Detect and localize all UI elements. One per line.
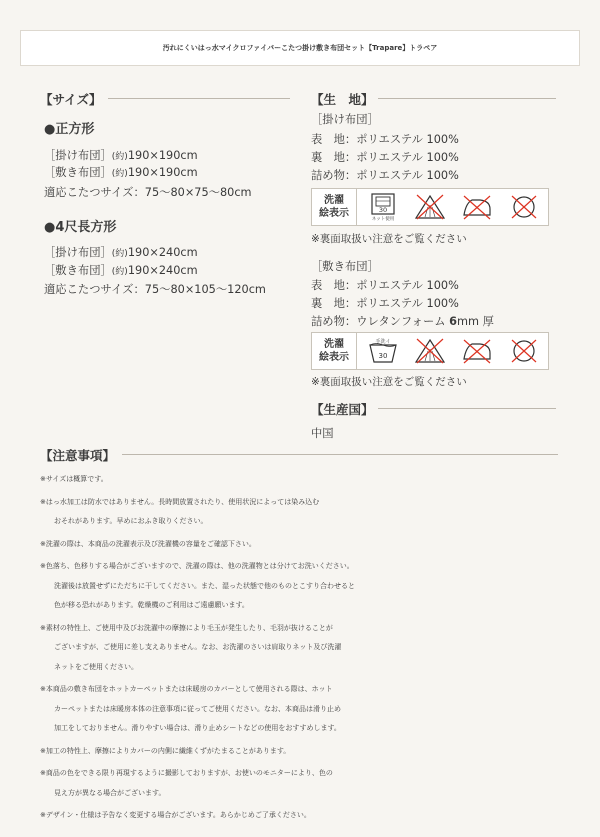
square-kake-line: ［掛け布団］(約)190×190cm — [44, 149, 198, 162]
rect-label: ●4尺長方形 — [44, 220, 117, 235]
note-item: ※デザイン・仕様は予告なく変更する場合がございます。あらかじめご了承ください。 — [40, 811, 311, 819]
rect-kake-line: ［掛け布団］(約)190×240cm — [44, 246, 198, 259]
origin-heading-rule — [378, 408, 556, 409]
no-bleach-icon — [413, 337, 447, 365]
kake-filling: 詰め物：ポリエステル 100% — [311, 169, 459, 182]
notes-heading: 【注意事項】 — [40, 448, 116, 463]
note-item: ※本商品の敷き布団をホットカーペットまたは床暖房のカバーとして使用される際は、ホット カーペットまたは床暖房本体の注意事項に従ってご使用ください。なお、本商品は滑り止め 加工をしておりません。滑りやすい場合は、滑り止めシートなどの使用をおすすめします。 — [40, 685, 341, 732]
kake-label: ［掛け布団］ — [311, 113, 379, 126]
shiki-label: ［敷き布団］ — [311, 260, 379, 273]
shiki-back: 裏 地：ポリエステル 100% — [311, 297, 459, 310]
note-item: ※洗濯の際は、本商品の洗濯表示及び洗濯機の容量をご確認下さい。 — [40, 539, 256, 548]
no-dry-clean-icon — [507, 337, 541, 365]
wash-label: 洗濯 絵表示 — [312, 333, 357, 369]
washing-machine-30-icon — [366, 193, 400, 221]
note-item: ※サイズは概算です。 — [40, 475, 108, 483]
kake-back: 裏 地：ポリエステル 100% — [311, 151, 459, 164]
kake-care-note: ※裏面取扱い注意をご覧ください — [311, 233, 467, 245]
origin-value: 中国 — [311, 427, 334, 440]
notes-heading-rule — [122, 454, 558, 455]
size-heading-rule — [108, 98, 290, 99]
no-bleach-icon — [413, 193, 447, 221]
square-kotatsu-size: 適応こたつサイズ：75～80×75～80cm — [44, 186, 252, 199]
shiki-care-note: ※裏面取扱い注意をご覧ください — [311, 376, 467, 388]
note-item: ※はっ水加工は防水ではありません。長時間放置されたり、使用状況によっては染み込む おそれがあります。早めにおふき取りください。 — [40, 497, 320, 525]
note-item: ※加工の特性上、摩擦によりカバーの内側に繊維くずがたまることがあります。 — [40, 746, 291, 755]
svg-text:手洗イ: 手洗イ — [375, 339, 391, 345]
notes-list — [40, 470, 580, 829]
svg-text:30: 30 — [378, 206, 388, 214]
note-item: ※素材の特性上、ご使用中及びお洗濯中の摩擦により毛玉が発生したり、毛羽が抜けることが ございますが、ご使用に差し支えありません。なお、お洗濯のさいは肩取りネット及び洗濯 ネットをご使用ください。 — [40, 623, 342, 671]
note-item: ※色落ち、色移りする場合がございますので、洗濯の際は、他の洗濯物とは分けてお洗いください。 洗濯後は放置せずにただちに干してください。また、湿った状態で他のものとこすり合わせると 色が移る恐れがあります。乾燥機のご利用はご遠慮願います。 — [40, 562, 355, 609]
hand-wash-30-icon — [366, 337, 400, 365]
fabric-heading: 【生 地】 — [311, 92, 374, 107]
square-label: ●正方形 — [44, 122, 95, 137]
shiki-wash-symbols — [311, 332, 549, 370]
no-iron-icon — [460, 337, 494, 365]
size-heading: 【サイズ】 — [40, 92, 102, 107]
kake-surface: 表 地：ポリエステル 100% — [311, 133, 459, 146]
note-item: ※商品の色をできる限り再現するように撮影しておりますが、お使いのモニターにより、色の 見え方が異なる場合がございます。 — [40, 769, 333, 797]
rect-kotatsu-size: 適応こたつサイズ：75～80×105～120cm — [44, 283, 266, 296]
svg-text:30: 30 — [378, 352, 388, 360]
shiki-filling: 詰め物：ウレタンフォーム 6mm 厚 — [311, 315, 494, 328]
origin-heading: 【生産国】 — [311, 402, 374, 417]
fabric-heading-rule — [378, 98, 556, 99]
shiki-surface: 表 地：ポリエステル 100% — [311, 279, 459, 292]
wash-label: 洗濯 絵表示 — [312, 189, 357, 225]
square-shiki-line: ［敷き布団］(約)190×190cm — [44, 166, 198, 179]
kake-wash-symbols — [311, 188, 549, 226]
page-title: 汚れにくいはっ水マイクロファイバーこたつ掛け敷き布団セット【Trapare】トラペア — [20, 30, 580, 66]
svg-text:ネット使用: ネット使用 — [371, 217, 395, 221]
rect-shiki-line: ［敷き布団］(約)190×240cm — [44, 264, 198, 277]
no-dry-clean-icon — [507, 193, 541, 221]
no-iron-icon — [460, 193, 494, 221]
